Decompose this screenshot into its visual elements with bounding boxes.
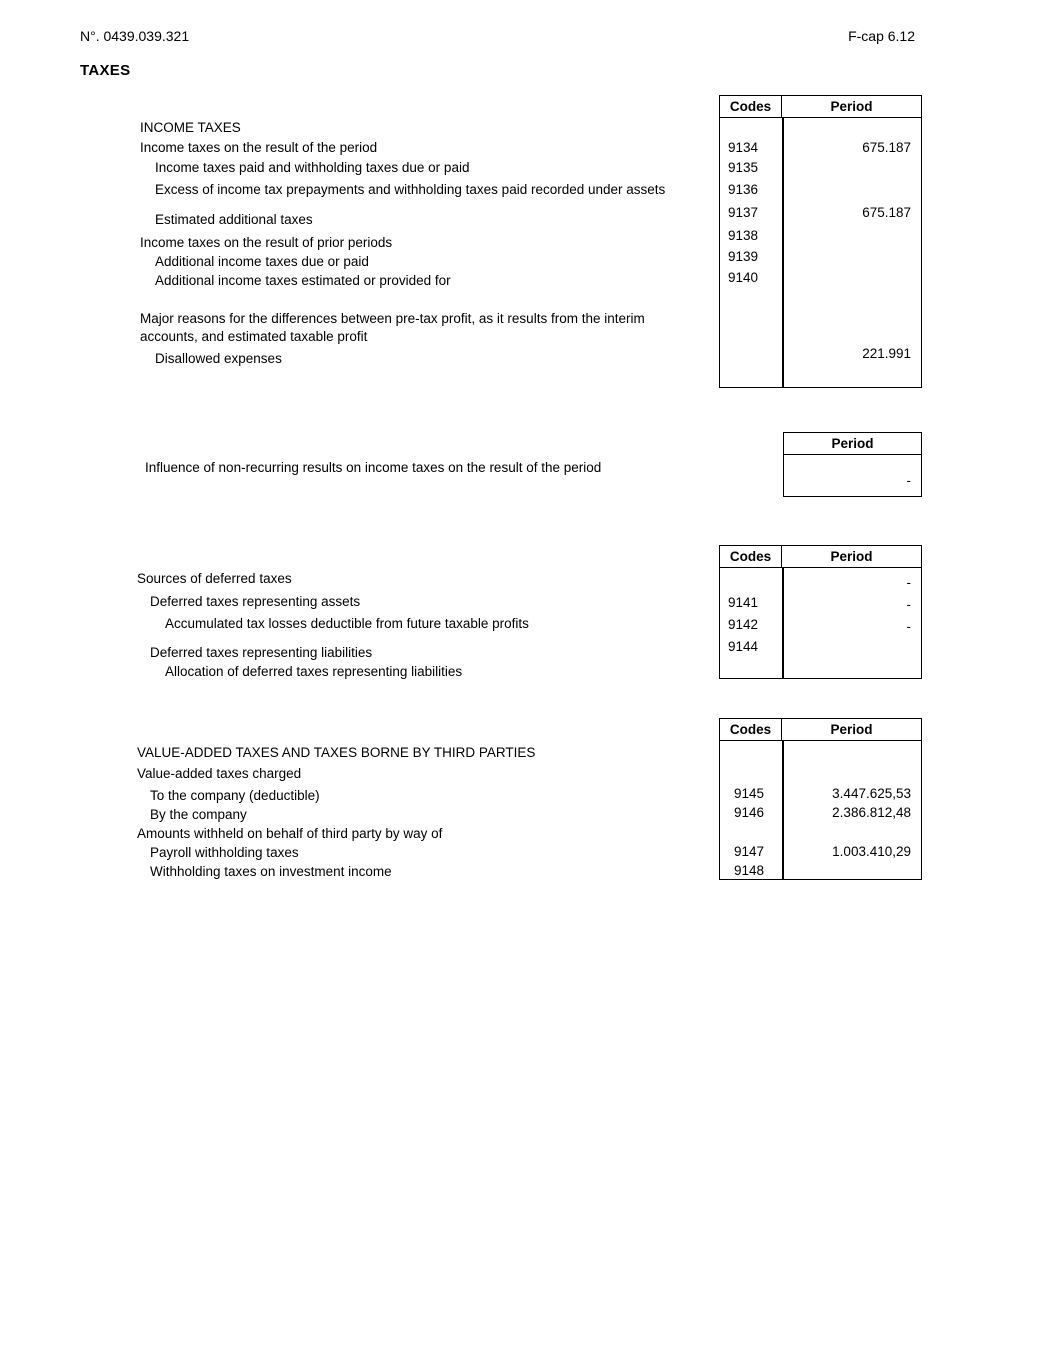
deferred-heading: Sources of deferred taxes	[137, 571, 292, 586]
note-line-2: accounts, and estimated taxable profit	[140, 329, 368, 344]
income-taxes-table	[719, 95, 922, 388]
table-divider-deferred	[782, 568, 784, 678]
influence-table	[783, 432, 922, 497]
amount-disallowed-expenses: 221.991	[862, 346, 911, 361]
document-number: N°. 0439.039.321	[80, 28, 190, 44]
table-divider-vat	[782, 741, 784, 879]
row-label-vat-charged: Value-added taxes charged	[137, 766, 302, 781]
note-line-1: Major reasons for the differences between pre-tax profit, as it results from the interim	[140, 311, 645, 326]
amount-9141: -	[906, 597, 911, 612]
code-9144: 9144	[728, 639, 759, 654]
row-label-9145: To the company (deductible)	[150, 788, 320, 803]
row-label-allocation-deferred: Allocation of deferred taxes representing liabilities	[165, 664, 463, 679]
disallowed-expenses-label: Disallowed expenses	[155, 351, 282, 366]
code-9139: 9139	[728, 249, 759, 264]
vat-table	[719, 718, 922, 880]
row-label-9139: Additional income taxes due or paid	[155, 254, 369, 269]
deferred-taxes-table	[719, 545, 922, 679]
amount-9137: 675.187	[862, 205, 911, 220]
code-9141: 9141	[728, 595, 759, 610]
row-label-9135: Income taxes paid and withholding taxes due or paid	[155, 160, 470, 175]
page-title: TAXES	[80, 62, 131, 79]
table-divider	[782, 118, 784, 387]
code-9137: 9137	[728, 205, 759, 220]
column-header-codes: Codes	[720, 96, 782, 117]
column-header-period-deferred: Period	[830, 549, 873, 564]
row-label-9144: Deferred taxes representing liabilities	[150, 645, 373, 660]
row-label-9138: Income taxes on the result of prior periods	[140, 235, 393, 250]
code-9136: 9136	[728, 182, 759, 197]
influence-label: Influence of non-recurring results on income taxes on the result of the period	[145, 460, 602, 475]
row-label-amounts-withheld: Amounts withheld on behalf of third party by way of	[137, 826, 443, 841]
code-9140: 9140	[728, 270, 759, 285]
code-9138: 9138	[728, 228, 759, 243]
row-label-9137: Estimated additional taxes	[155, 212, 313, 227]
row-label-9146: By the company	[150, 807, 247, 822]
code-9134: 9134	[728, 140, 759, 155]
column-header-codes-vat: Codes	[720, 719, 782, 740]
column-header-period-vat: Period	[830, 722, 873, 737]
code-9142: 9142	[728, 617, 759, 632]
row-label-9148: Withholding taxes on investment income	[150, 864, 392, 879]
amount-deferred-sources: -	[906, 575, 911, 590]
amount-influence: -	[906, 473, 911, 488]
code-9145: 9145	[734, 786, 765, 801]
code-9146: 9146	[734, 805, 765, 820]
row-label-9142: Accumulated tax losses deductible from future taxable profits	[165, 616, 529, 631]
row-label-9140: Additional income taxes estimated or provided for	[155, 273, 451, 288]
amount-9147: 1.003.410,29	[832, 844, 911, 859]
form-code: F-cap 6.12	[848, 28, 915, 44]
row-label-9147: Payroll withholding taxes	[150, 845, 299, 860]
code-9147: 9147	[734, 844, 765, 859]
income-taxes-heading: INCOME TAXES	[140, 120, 241, 135]
column-header-period: Period	[830, 99, 873, 114]
column-header-period-influence: Period	[784, 433, 921, 455]
row-label-9136: Excess of income tax prepayments and withholding taxes paid recorded under assets	[155, 182, 666, 197]
row-label-9141: Deferred taxes representing assets	[150, 594, 361, 609]
code-9135: 9135	[728, 160, 759, 175]
amount-9142: -	[906, 619, 911, 634]
row-label-9134: Income taxes on the result of the period	[140, 140, 378, 155]
amount-9134: 675.187	[862, 140, 911, 155]
column-header-codes-deferred: Codes	[720, 546, 782, 567]
code-9148: 9148	[734, 863, 765, 878]
amount-9146: 2.386.812,48	[832, 805, 911, 820]
vat-heading: VALUE-ADDED TAXES AND TAXES BORNE BY THIRD PARTIES	[137, 745, 536, 760]
amount-9145: 3.447.625,53	[832, 786, 911, 801]
